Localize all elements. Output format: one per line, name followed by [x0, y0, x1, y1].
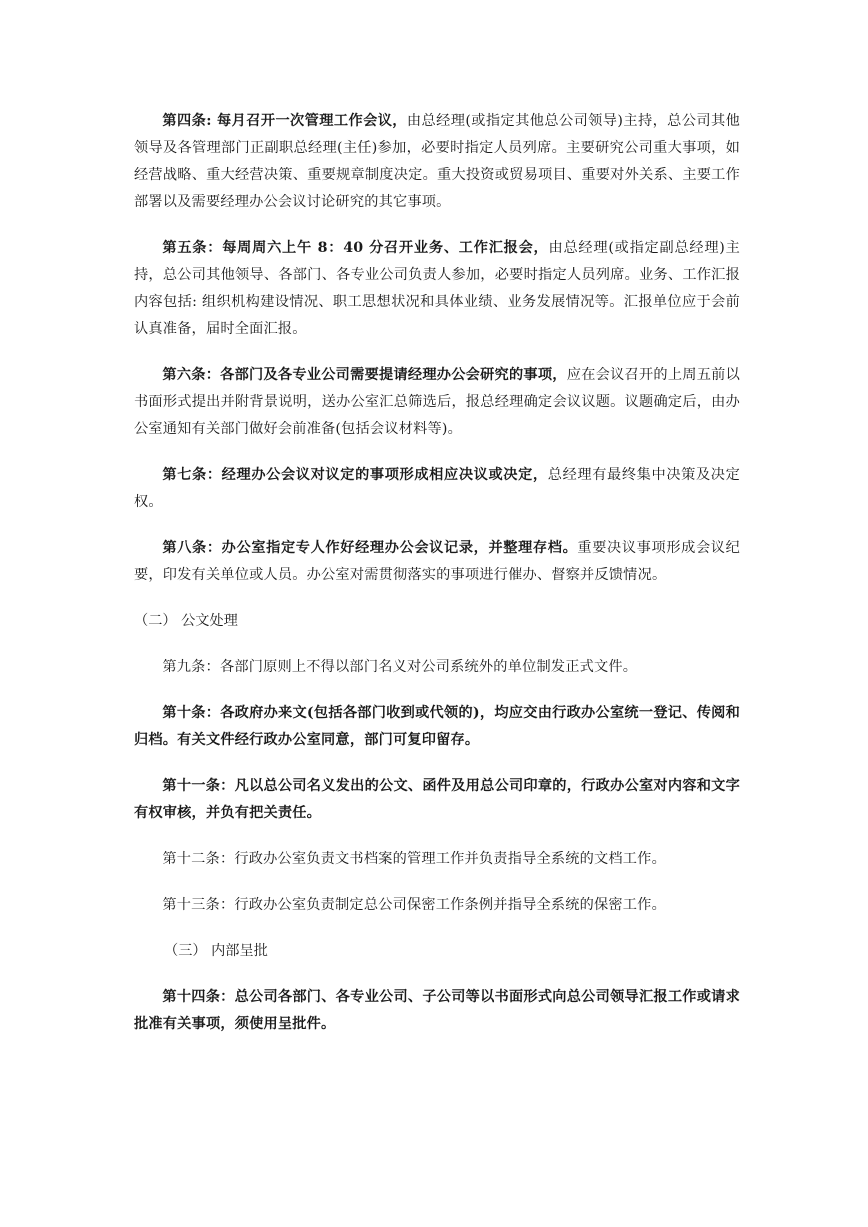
article-13: 第十三条：行政办公室负责制定总公司保密工作条例并指导全系统的保密工作。: [162, 897, 666, 913]
article-6: [134, 362, 740, 443]
article-7: [134, 462, 740, 516]
article-8-body: 重要决议事项形成会议纪要，印发有关单位或人员。办公室对需贯彻落实的事项进行催办、督察并反馈情况。: [134, 540, 740, 583]
article-6-body: 应在会议召开的上周五前以书面形式提出并附背景说明，送办公室汇总筛选后，报总经理确定会议议题。议题确定后，由办公室通知有关部门做好会前准备(包括会议材料等)。: [134, 367, 740, 437]
article-4-lead: 第四条: 每月召开一次管理工作会议，: [162, 113, 407, 129]
article-5: [134, 235, 740, 343]
article-4: [134, 108, 740, 216]
article-6-lead: 第六条：各部门及各专业公司需要提请经理办公会研究的事项，: [162, 367, 567, 383]
document-page: [134, 108, 740, 1057]
article-5-lead: 第五条：每周周六上午 8：40 分召开业务、工作汇报会，: [162, 240, 549, 256]
article-8: [134, 535, 740, 589]
article-11: 第十一条：凡以总公司名义发出的公文、函件及用总公司印章的，行政办公室对内容和文字有权审核，并负有把关责任。: [134, 778, 740, 821]
article-9: 第九条：各部门原则上不得以部门名义对公司系统外的单位制发正式文件。: [162, 659, 638, 675]
article-8-lead: 第八条：办公室指定专人作好经理办公会议记录，并整理存档。: [162, 540, 578, 556]
article-12: 第十二条：行政办公室负责文书档案的管理工作并负责指导全系统的文档工作。: [162, 851, 666, 867]
article-4-body: 由总经理(或指定其他总公司领导)主持，总公司其他领导及各管理部门正副职总经理(主任)参加，必要时指定人员列席。主要研究公司重大事项，如经营战略、重大经营决策、重要规章制度决定。重大投资或贸易项目、重要对外关系、主要工作部署以及需要经理办公会议讨论研究的其它事项。: [134, 113, 740, 210]
section-heading-internal-approval: （三） 内部呈批: [164, 943, 268, 959]
article-7-body: 总经理有最终集中决策及决定权。: [134, 467, 740, 510]
article-7-lead: 第七条：经理办公会议对议定的事项形成相应决议或决定，: [162, 467, 548, 483]
section-heading-document-handling: （二） 公文处理: [134, 613, 238, 629]
article-10: 第十条：各政府办来文(包括各部门收到或代领的)，均应交由行政办公室统一登记、传阅和归档。有关文件经行政办公室同意，部门可复印留存。: [134, 705, 740, 748]
article-14: 第十四条：总公司各部门、各专业公司、子公司等以书面形式向总公司领导汇报工作或请求批准有关事项，须使用呈批件。: [134, 989, 740, 1032]
article-5-body: 由总经理(或指定副总经理)主持，总公司其他领导、各部门、各专业公司负责人参加，必要时指定人员列席。业务、工作汇报内容包括: 组织机构建设情况、职工思想状况和具体业绩、业务发展情况等。汇报单位应于会前认真准备，届时全面汇报。: [134, 240, 740, 337]
